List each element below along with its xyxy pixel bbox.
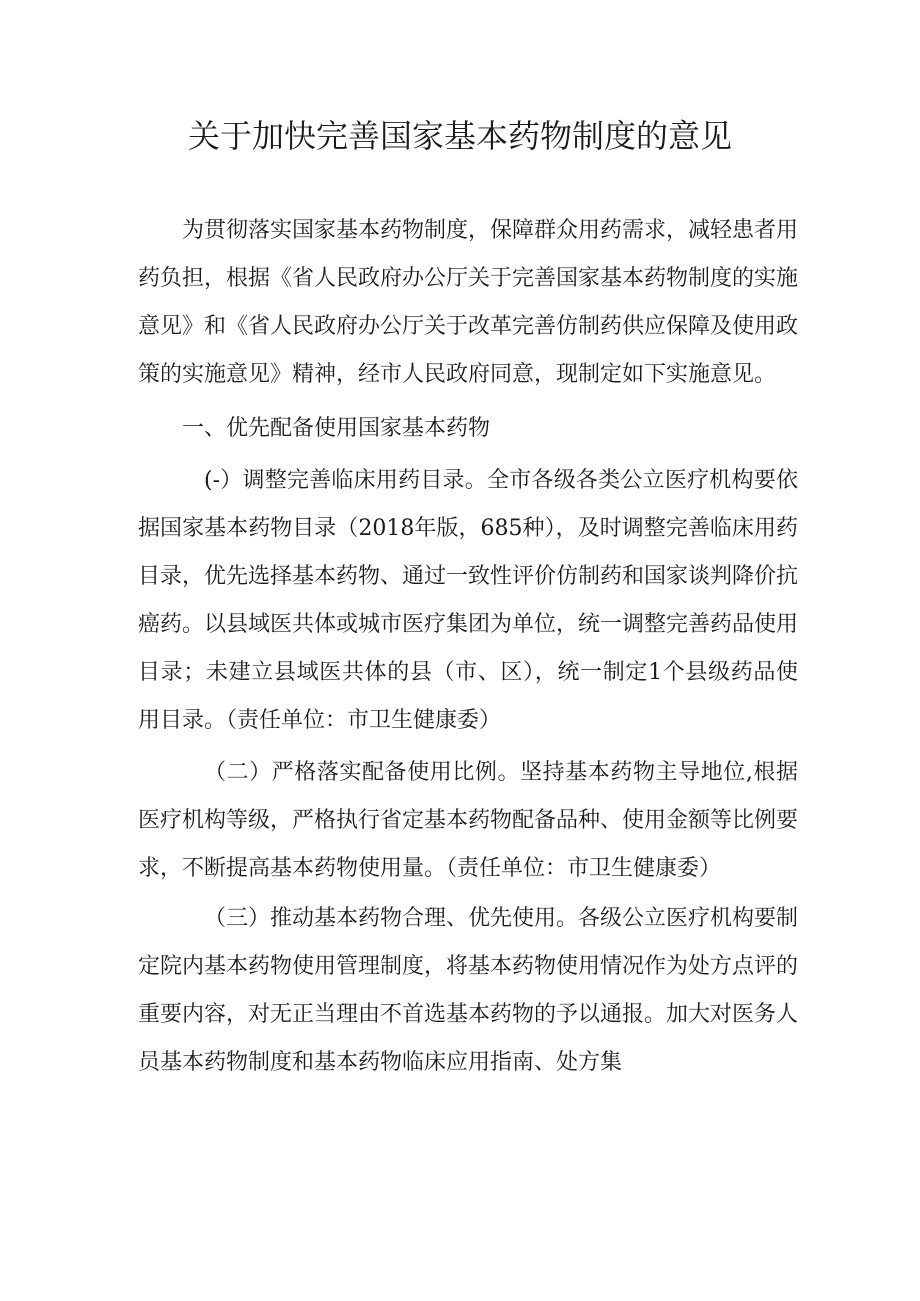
item-paragraph-3: （三）推动基本药物合理、优先使用。各级公立医疗机构要制定院内基本药物使用管理制度，将基本药物使用情况作为处方点评的重要内容，对无正当理由不首选基本药物的予以通报。加大对医务人员基本药物制度和基本药物临床应用指南、处方集 [138, 906, 799, 1075]
item-paragraph-1: (-）调整完善临床用药目录。全市各级各类公立医疗机构要依据国家基本药物目录（2018年版，685种），及时调整完善临床用药目录，优先选择基本药物、通过一致性评价仿制药和国家谈判降价抗癌药。以县域医共体或城市医疗集团为单位，统一调整完善药品使用目录；未建立县域医共体的县（市、区），统一制定1个县级药品使用目录。（责任单位：市卫生健康委） [138, 468, 799, 733]
document-body [138, 207, 798, 1087]
item-paragraph-2: （二）严格落实配备使用比例。坚持基本药物主导地位,根据医疗机构等级，严格执行省定基本药物配备品种、使用金额等比例要求，不断提高基本药物使用量。（责任单位：市卫生健康委） [138, 760, 799, 881]
section-heading-1: 一、优先配备使用国家基本药物 [182, 416, 491, 441]
document-title: 关于加快完善国家基本药物制度的意见 [187, 117, 732, 155]
intro-paragraph: 为贯彻落实国家基本药物制度，保障群众用药需求，减轻患者用药负担，根据《省人民政府办公厅关于完善国家基本药物制度的实施意见》和《省人民政府办公厅关于改革完善仿制药供应保障及使用政策的实施意见》精神，经市人民政府同意，现制定如下实施意见。 [138, 218, 799, 387]
